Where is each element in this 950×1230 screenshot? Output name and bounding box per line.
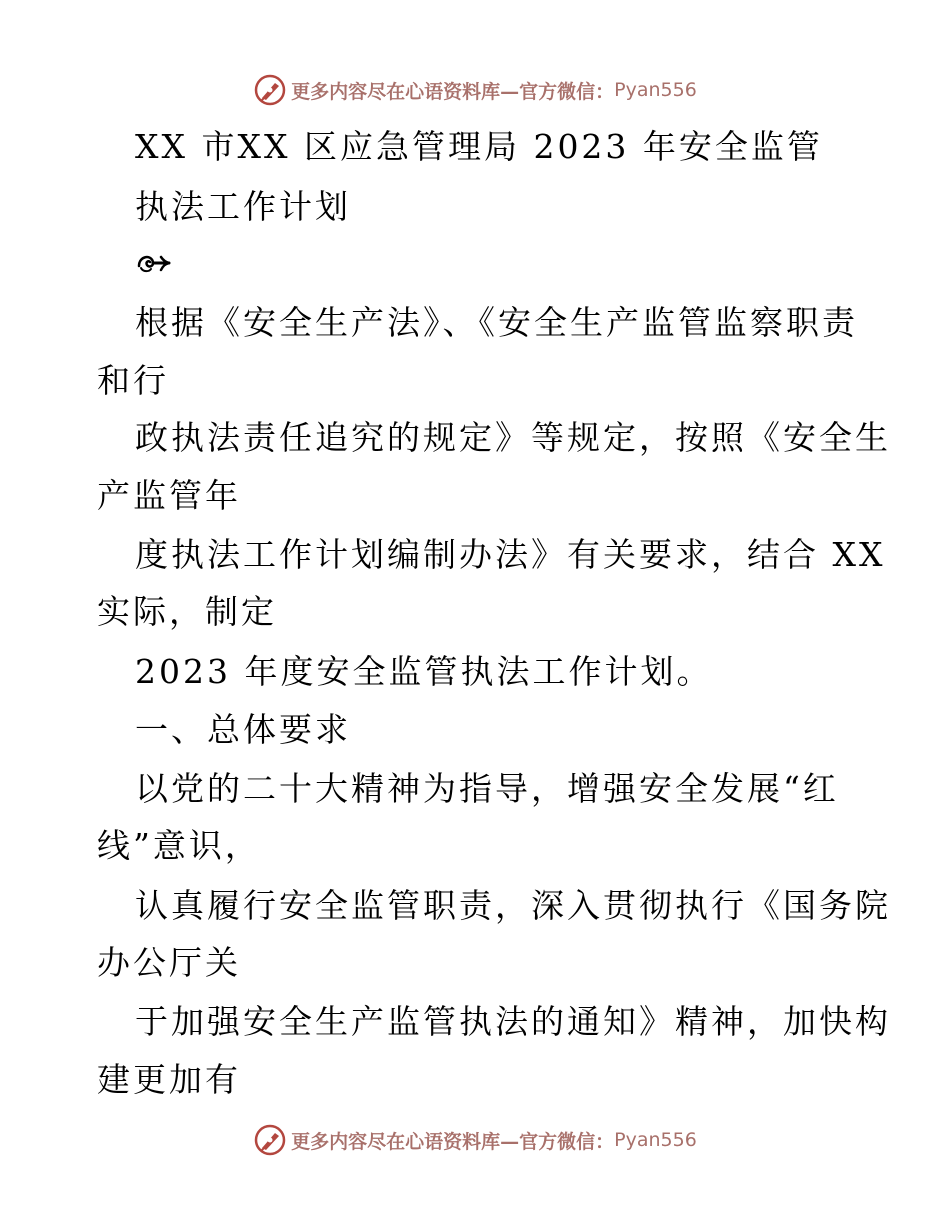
paragraph-line: 和行 <box>97 361 169 400</box>
pen-logo-icon <box>253 1123 287 1157</box>
paragraph-line: 于加强安全生产监管执法的通知》精神，加快构 <box>135 1002 891 1041</box>
document-title-line-2: 执法工作计划 <box>135 187 351 226</box>
paragraph-line: 度执法工作计划编制办法》有关要求，结合 XX <box>135 535 886 574</box>
paragraph-line: 实际，制定 <box>97 592 277 631</box>
paragraph-line: 产监管年 <box>97 476 241 515</box>
paragraph-line: 政执法责任追究的规定》等规定，按照《安全生 <box>135 418 891 457</box>
pen-logo-icon <box>253 73 287 107</box>
paragraph-line: 线”意识， <box>97 826 261 865</box>
paragraph-line: 办公厅关 <box>97 943 241 982</box>
footer-watermark <box>0 1120 950 1160</box>
fleuron-icon <box>135 250 173 276</box>
paragraph-line: 以党的二十大精神为指导，增强安全发展“红 <box>135 769 839 808</box>
paragraph-line: 根据《安全生产法》、《安全生产监管监察职责 <box>135 303 858 342</box>
header-watermark <box>0 70 950 110</box>
paragraph-line: 建更加有 <box>97 1060 241 1099</box>
section-heading: 一、总体要求 <box>135 710 351 749</box>
watermark-id: Pyan556 <box>614 1129 697 1151</box>
paragraph-line: 2023 年度安全监管执法工作计划。 <box>135 652 713 691</box>
watermark-id: Pyan556 <box>614 79 697 101</box>
document-title-line-1: XX 市XX 区应急管理局 2023 年安全监管 <box>135 127 823 166</box>
watermark-text: 更多内容尽在心语资料库—官方微信： <box>291 1130 615 1153</box>
paragraph-line: 认真履行安全监管职责，深入贯彻执行《国务院 <box>135 886 891 925</box>
watermark-text: 更多内容尽在心语资料库—官方微信： <box>291 80 615 103</box>
